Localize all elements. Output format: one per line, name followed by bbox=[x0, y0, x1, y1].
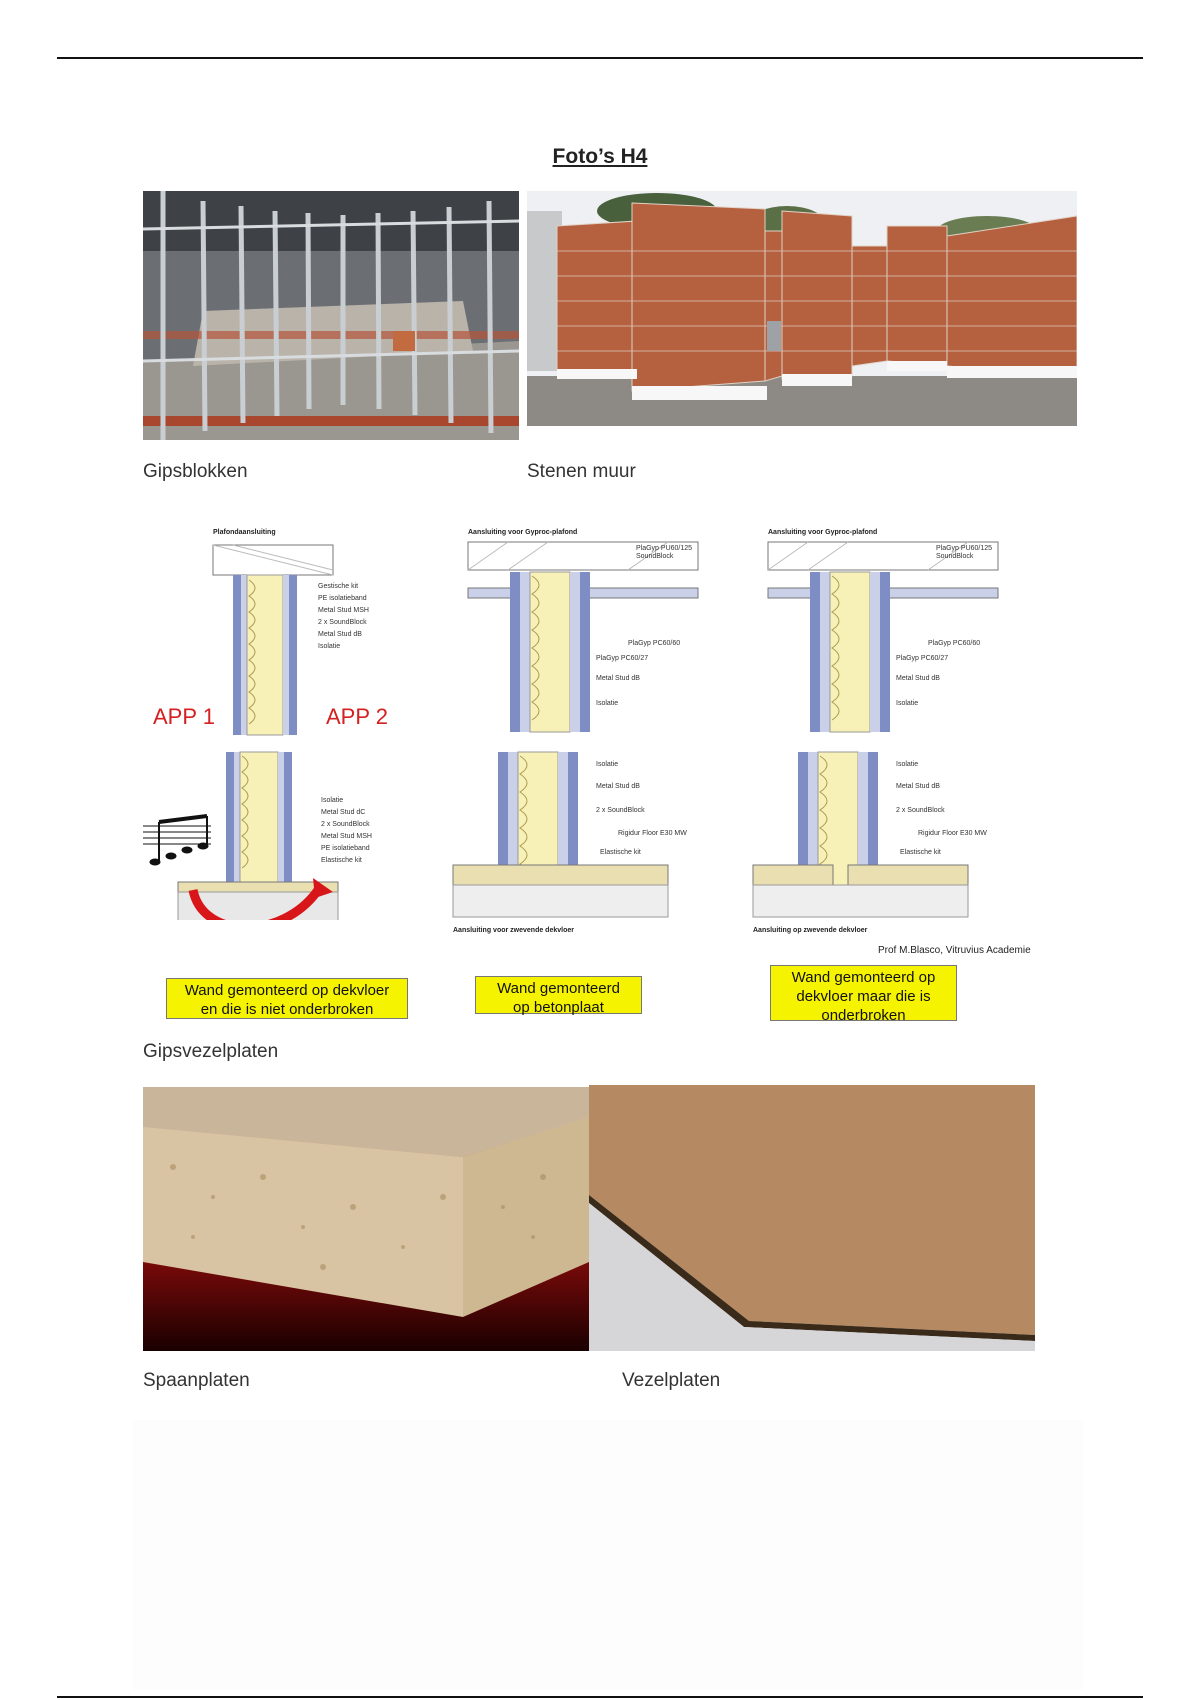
panel2-footer: Aansluiting voor zwevende dekvloer bbox=[453, 927, 574, 934]
svg-text:PlaGyp PU60/125: PlaGyp PU60/125 bbox=[936, 545, 993, 552]
panel3-labels-bottom bbox=[896, 761, 987, 856]
svg-text:Isolatie: Isolatie bbox=[596, 761, 619, 768]
svg-text:Elastische kit: Elastische kit bbox=[321, 857, 362, 864]
svg-text:Metal Stud dB: Metal Stud dB bbox=[896, 675, 940, 682]
panel2-heading: Aansluiting voor Gyproc-plafond bbox=[468, 529, 578, 536]
svg-text:Rigidur Floor E30 MW: Rigidur Floor E30 MW bbox=[918, 830, 987, 837]
caption-gipsvezelplaten: Gipsvezelplaten bbox=[143, 1041, 279, 1062]
svg-text:Metal Stud dC: Metal Stud dC bbox=[321, 809, 366, 816]
diagram-panel-3 bbox=[748, 520, 1048, 940]
hardboard-photo bbox=[589, 1085, 1035, 1351]
panel3-heading: Aansluiting voor Gyproc-plafond bbox=[768, 529, 878, 536]
diagram-panel-2 bbox=[448, 520, 718, 940]
svg-text:PlaGyp PU60/125: PlaGyp PU60/125 bbox=[636, 545, 693, 552]
metal-stud-frame-photo bbox=[143, 191, 519, 440]
svg-text:SoundBlock: SoundBlock bbox=[636, 553, 674, 560]
svg-text:Metal Stud dB: Metal Stud dB bbox=[596, 675, 640, 682]
brick-wall-photo bbox=[527, 191, 1077, 426]
svg-text:PE isolatieband: PE isolatieband bbox=[321, 845, 370, 852]
svg-text:Rigidur Floor E30 MW: Rigidur Floor E30 MW bbox=[618, 830, 687, 837]
music-notes-icon bbox=[143, 816, 211, 865]
svg-text:Isolatie: Isolatie bbox=[896, 761, 919, 768]
svg-text:Isolatie: Isolatie bbox=[318, 643, 341, 650]
svg-text:Metal Stud dB: Metal Stud dB bbox=[896, 783, 940, 790]
svg-text:PlaGyp PC60/27: PlaGyp PC60/27 bbox=[896, 655, 949, 662]
svg-text:Gestische kit: Gestische kit bbox=[318, 583, 359, 590]
svg-text:Metal Stud dB: Metal Stud dB bbox=[318, 631, 362, 638]
diagram-credit: Prof M.Blasco, Vitruvius Academie bbox=[878, 945, 1031, 956]
svg-text:Isolatie: Isolatie bbox=[321, 797, 344, 804]
caption-spaanplaten: Spaanplaten bbox=[143, 1370, 250, 1391]
app1-label: APP 1 bbox=[153, 704, 215, 729]
callout-panel2: Wand gemonteerd op betonplaat bbox=[475, 976, 642, 1014]
callout-panel1: Wand gemonteerd op dekvloer en die is niet onderbroken bbox=[166, 978, 408, 1019]
header-rule bbox=[57, 57, 1143, 59]
callout-panel3: Wand gemonteerd op dekvloer maar die is onderbroken bbox=[770, 965, 957, 1021]
svg-text:SoundBlock: SoundBlock bbox=[936, 553, 974, 560]
diagram-panel-1 bbox=[143, 520, 423, 920]
svg-text:PE isolatieband: PE isolatieband bbox=[318, 595, 367, 602]
particle-board-photo bbox=[143, 1087, 589, 1351]
panel1-labels-bottom bbox=[321, 797, 372, 864]
panel2-labels-bottom bbox=[596, 761, 687, 856]
caption-gipsblokken: Gipsblokken bbox=[143, 461, 248, 482]
svg-text:Isolatie: Isolatie bbox=[596, 700, 619, 707]
svg-text:PlaGyp PC60/27: PlaGyp PC60/27 bbox=[596, 655, 649, 662]
svg-text:Metal Stud MSH: Metal Stud MSH bbox=[318, 607, 369, 614]
svg-text:PlaGyp PC60/60: PlaGyp PC60/60 bbox=[628, 640, 681, 647]
panel1-heading: Plafondaansluiting bbox=[213, 529, 276, 536]
svg-text:2 x SoundBlock: 2 x SoundBlock bbox=[596, 807, 645, 814]
svg-text:Elastische kit: Elastische kit bbox=[900, 849, 941, 856]
panel1-labels-top bbox=[318, 583, 369, 650]
app2-label: APP 2 bbox=[326, 704, 388, 729]
panel3-footer: Aansluiting op zwevende dekvloer bbox=[753, 927, 868, 934]
svg-text:2 x SoundBlock: 2 x SoundBlock bbox=[321, 821, 370, 828]
footer-rule bbox=[57, 1696, 1143, 1698]
svg-text:Elastische kit: Elastische kit bbox=[600, 849, 641, 856]
svg-text:2 x SoundBlock: 2 x SoundBlock bbox=[896, 807, 945, 814]
svg-text:Metal Stud MSH: Metal Stud MSH bbox=[321, 833, 372, 840]
caption-stenen-muur: Stenen muur bbox=[527, 461, 636, 482]
svg-text:Isolatie: Isolatie bbox=[896, 700, 919, 707]
svg-text:2 x SoundBlock: 2 x SoundBlock bbox=[318, 619, 367, 626]
page-title: Foto’s H4 bbox=[552, 145, 648, 168]
svg-text:Metal Stud dB: Metal Stud dB bbox=[596, 783, 640, 790]
caption-vezelplaten: Vezelplaten bbox=[622, 1370, 721, 1391]
svg-text:PlaGyp PC60/60: PlaGyp PC60/60 bbox=[928, 640, 981, 647]
blank-area bbox=[133, 1420, 1083, 1690]
